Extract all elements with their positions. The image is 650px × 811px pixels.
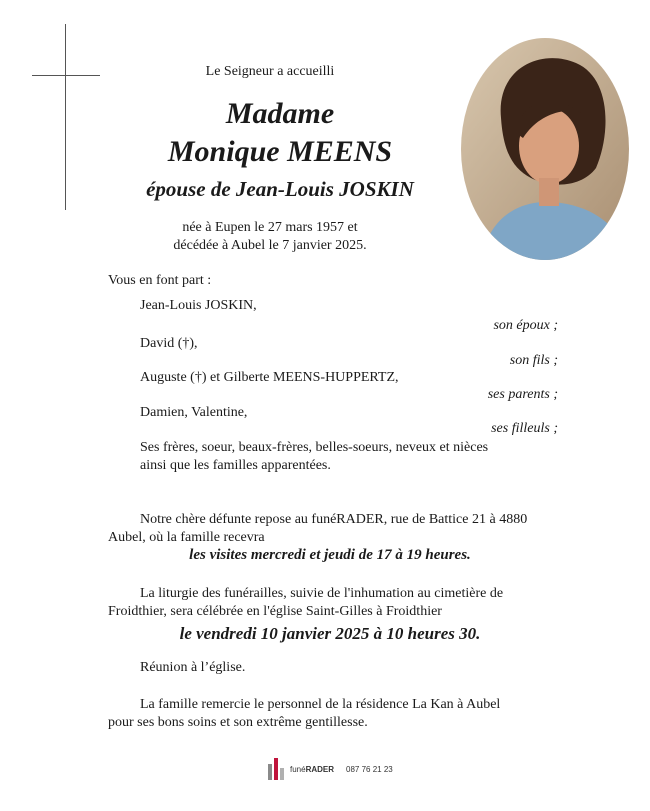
portrait-photo xyxy=(461,38,629,260)
thanks-line: pour ses bons soins et son extrême gentillesse. xyxy=(108,715,368,730)
family-member-relation: son époux ; xyxy=(493,318,558,333)
died-line: décédée à Aubel le 7 janvier 2025. xyxy=(173,238,367,253)
born-line: née à Eupen le 27 mars 1957 et xyxy=(182,220,358,235)
reunion-paragraph xyxy=(108,659,558,677)
liturgy-paragraph xyxy=(108,585,558,621)
repose-paragraph xyxy=(108,511,558,547)
family-member-relation: ses filleuls ; xyxy=(491,421,558,436)
family-member-name: David (†), xyxy=(140,336,198,351)
repose-line: Aubel, où la famille recevra xyxy=(108,530,265,545)
ceremony-date: le vendredi 10 janvier 2025 à 10 heures 30. xyxy=(179,624,481,643)
intro-text: Le Seigneur a accueilli xyxy=(205,64,335,79)
family-member-relation: ses parents ; xyxy=(487,387,558,402)
visiting-hours: les visites mercredi et jeudi de 17 à 19 heures. xyxy=(189,547,471,563)
family-member-name: Jean-Louis JOSKIN, xyxy=(140,298,257,313)
brand-name xyxy=(290,765,334,774)
extended-family-line: Ses frères, soeur, beaux-frères, belles-soeurs, neveux et nièces xyxy=(140,440,489,455)
liturgy-line: Froidthier, sera célébrée en l'église Saint-Gilles à Froidthier xyxy=(108,604,442,619)
extended-family xyxy=(140,439,488,475)
family-member-name: Damien, Valentine, xyxy=(140,405,248,420)
announcement-intro: Vous en font part : xyxy=(108,273,212,288)
cross-vertical xyxy=(65,24,66,210)
repose-line: Notre chère défunte repose au funéRADER, rue de Battice 21 à 4880 xyxy=(140,512,528,527)
family-member-name: Auguste (†) et Gilberte MEENS-HUPPERTZ, xyxy=(140,370,399,385)
brand-prefix: funé xyxy=(290,764,306,774)
thanks-line: La famille remercie le personnel de la résidence La Kan à Aubel xyxy=(140,697,501,712)
funerader-logo-icon xyxy=(268,758,286,780)
liturgy-line: La liturgie des funérailles, suivie de l'inhumation au cimetière de xyxy=(140,586,504,601)
reunion-line: Réunion à l’église. xyxy=(140,660,246,675)
phone-number: 087 76 21 23 xyxy=(346,764,393,774)
footer xyxy=(268,758,393,780)
cross-horizontal xyxy=(32,75,100,76)
family-member-relation: son fils ; xyxy=(509,353,558,368)
deceased-name: Monique MEENS xyxy=(167,135,393,168)
extended-family-line: ainsi que les familles apparentées. xyxy=(140,458,331,473)
spouse-line: épouse de Jean-Louis JOSKIN xyxy=(146,177,414,201)
title-madame: Madame xyxy=(225,97,335,130)
thanks-paragraph xyxy=(108,696,558,732)
brand-main: RADER xyxy=(305,764,335,774)
life-dates xyxy=(140,219,400,255)
